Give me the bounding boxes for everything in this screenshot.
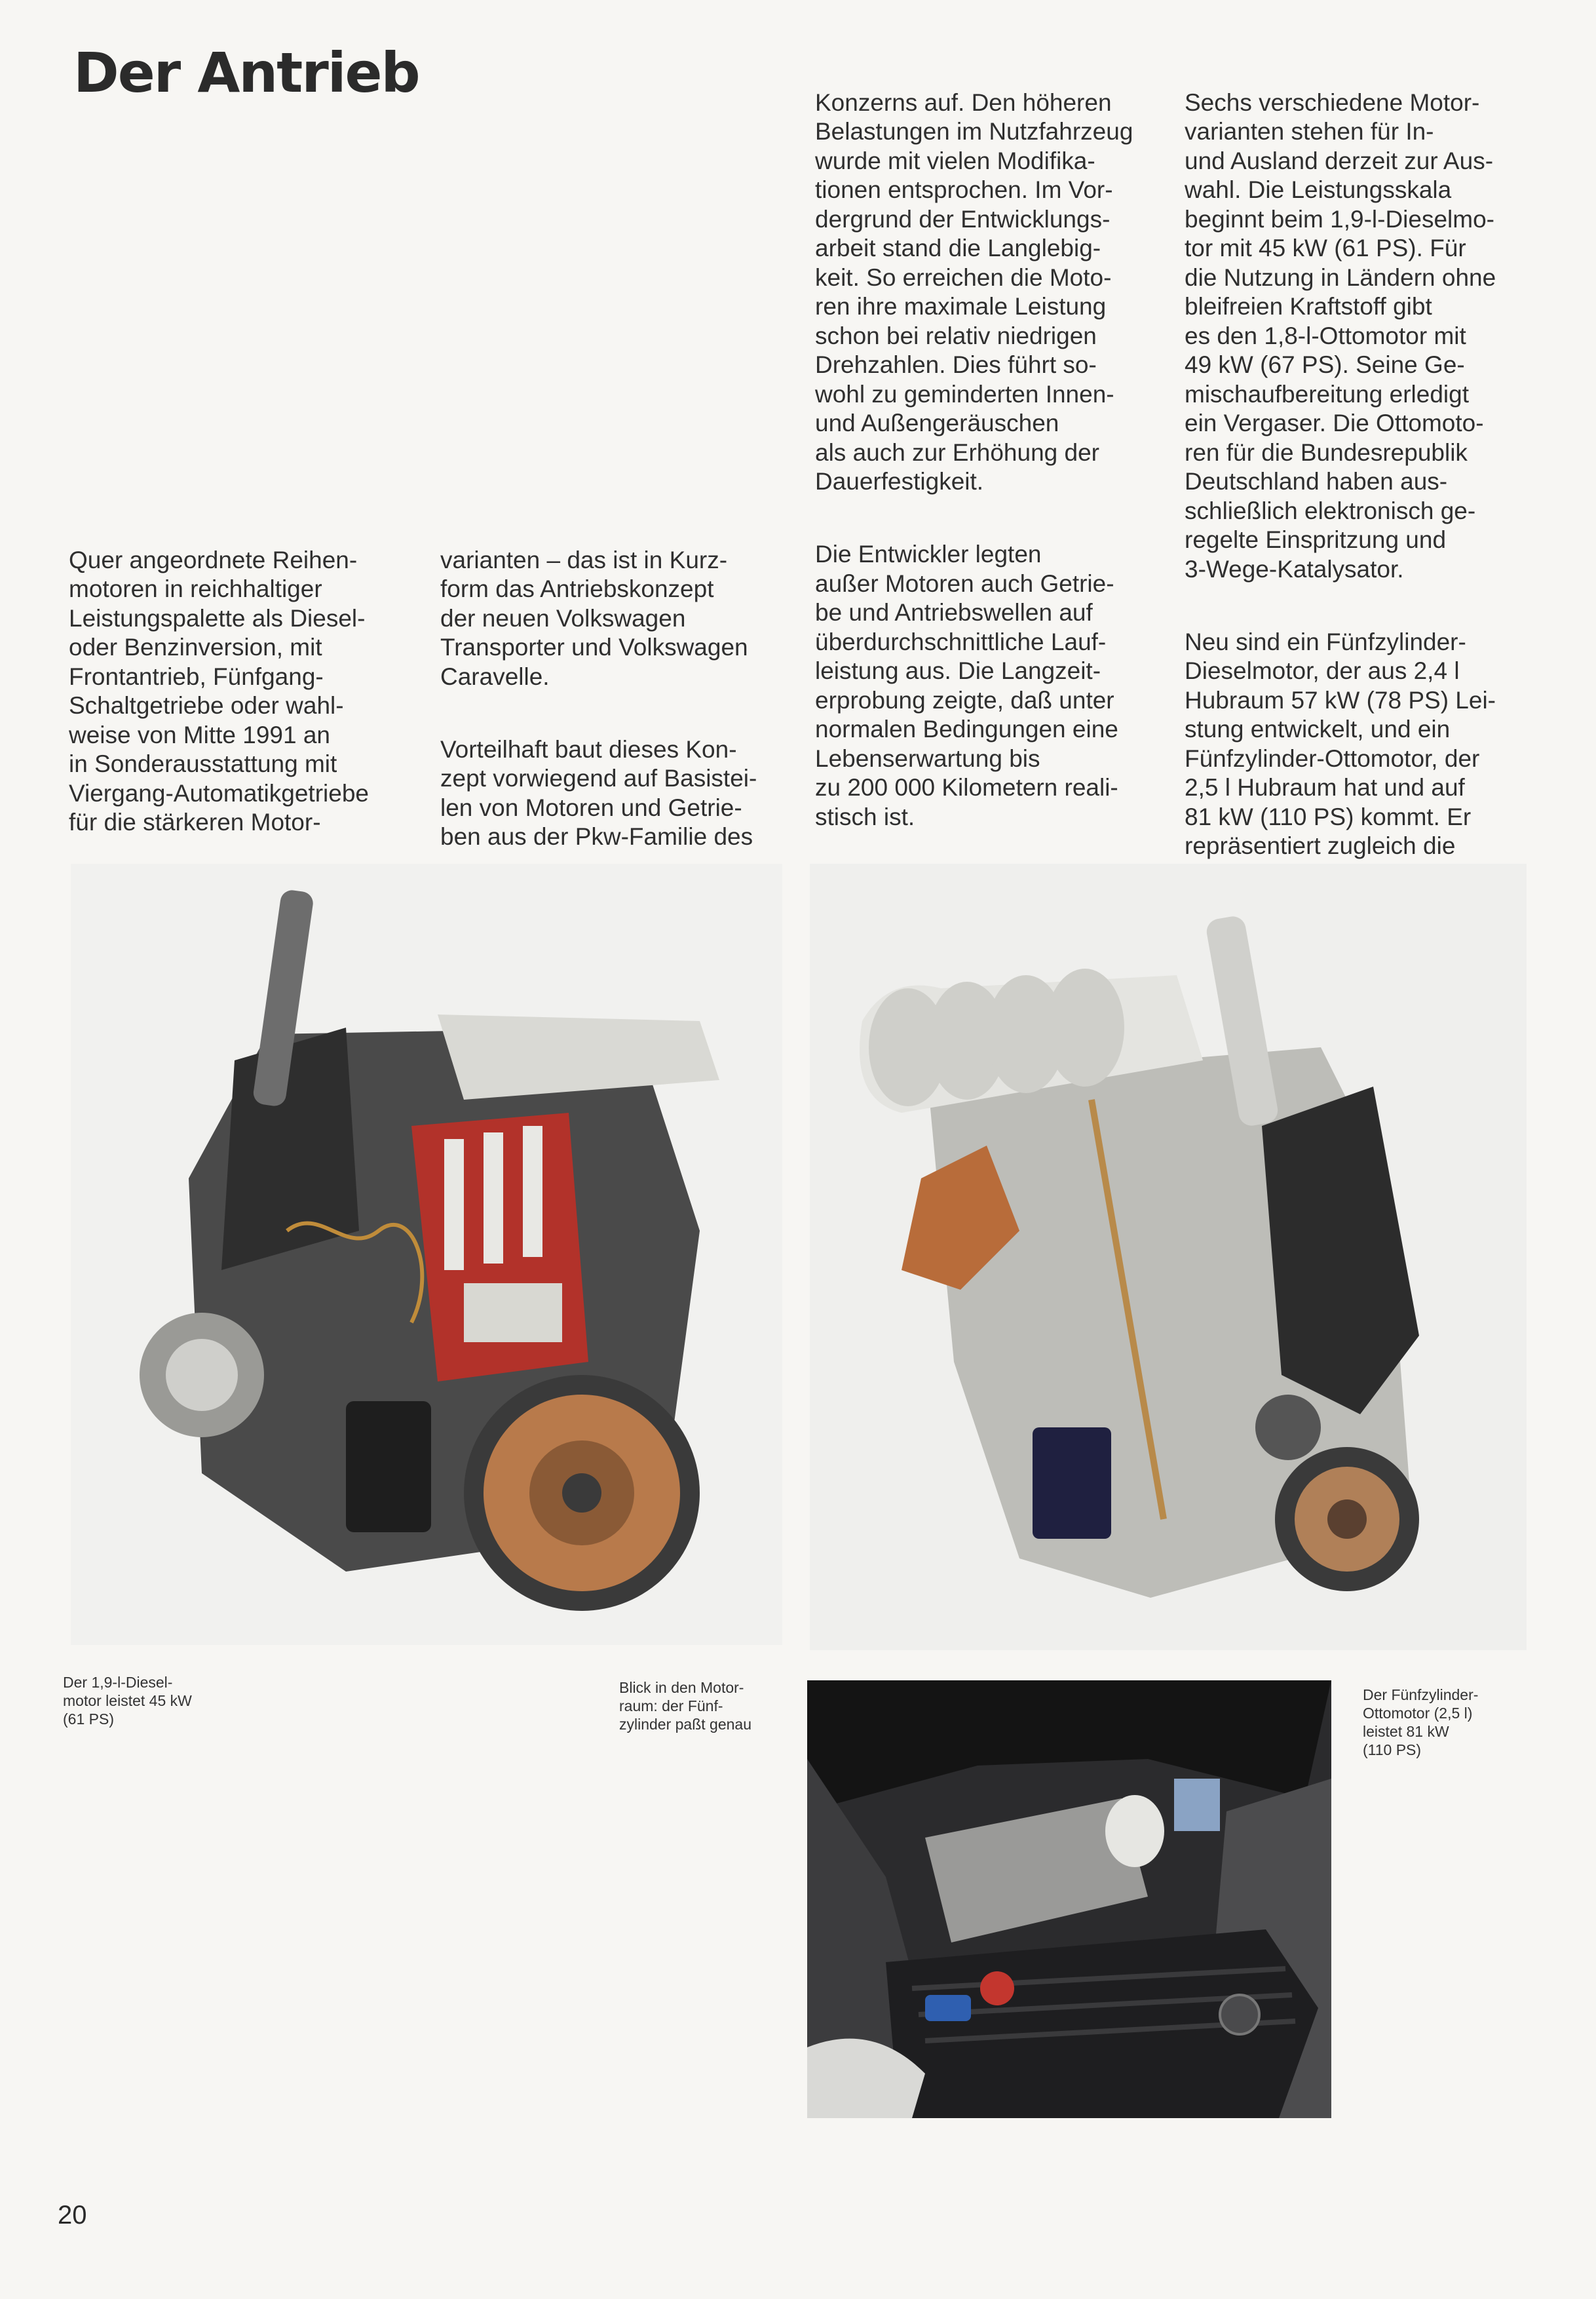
text-column-3 — [815, 59, 1169, 876]
paragraph: Quer angeordnete Reihen- motoren in reichhaltiger Leistungspalette als Diesel- oder Benzinversion, mit Frontantrieb, Fünfgang- Schaltgetriebe oder wahl- weise von Mitte 1991 an in Sonderausstattung mit Viergang-Automatikgetriebe für die stärkeren Motor- — [69, 546, 369, 836]
text-column-4 — [1185, 59, 1538, 904]
otto-engine-drawing — [810, 864, 1527, 1650]
paragraph: Sechs verschiedene Motor- varianten stehen für In- und Ausland derzeit zur Aus- wahl. Die Leistungsskala beginnt beim 1,9-l-Dieselmo- tor mit 45 kW (61 PS). Für die Nutzung in Ländern ohne bleifreien Kraftstoff gibt es den 1,8-l-Ottomotor mit 49 kW (67 PS). Seine Ge- mischaufbereitung erledigt ein Vergaser. Die Ottomoto- ren für die Bundesrepublik Deutschland haben aus- schließlich elektronisch ge- regelte Einspritzung und 3-Wege-Katalysator. — [1185, 88, 1496, 583]
engine-bay-image — [807, 1680, 1331, 2118]
caption-otto-engine: Der Fünfzylinder- Ottomotor (2,5 l) leistet 81 kW (110 PS) — [1363, 1686, 1479, 1758]
page-title: Der Antrieb — [73, 41, 419, 105]
otto-engine-illustration — [810, 864, 1527, 1650]
engine-bay-photo — [807, 1680, 1331, 2118]
paragraph: Vorteilhaft baut dieses Kon- zept vorwiegend auf Basistei- len von Motoren und Getrie- ben aus der Pkw-Familie des — [440, 735, 757, 850]
diesel-engine-illustration — [71, 864, 782, 1645]
diesel-engine-drawing — [71, 864, 782, 1645]
paragraph: Konzerns auf. Den höheren Belastungen im Nutzfahrzeug wurde mit vielen Modifika- tionen entsprochen. Im Vor- dergrund der Entwicklungs- arbeit stand die Langlebig- keit. So erreichen die Moto- ren ihre maximale Leistung schon bei relativ niedrigen Drehzahlen. Dies führt so- wohl zu geminderten Innen- und Außengeräuschen als auch zur Erhöhung der Dauerfestigkeit. — [815, 88, 1133, 495]
caption-engine-bay: Blick in den Motor- raum: der Fünf- zylinder paßt genau — [619, 1679, 752, 1733]
text-column-1 — [69, 516, 409, 881]
paragraph: Neu sind ein Fünfzylinder- Dieselmotor, der aus 2,4 l Hubraum 57 kW (78 PS) Lei- stung entwickelt, und ein Fünfzylinder-Ottomotor, der 2,5 l Hubraum hat und auf 81 kW (110 PS) kommt. Er repräsentiert zugleich die — [1185, 628, 1496, 859]
text-column-2 — [440, 516, 781, 895]
paragraph: varianten – das ist in Kurz- form das Antriebskonzept der neuen Volkswagen Transporter und Volkswagen Caravelle. — [440, 546, 748, 690]
caption-diesel-engine: Der 1,9-l-Diesel- motor leistet 45 kW (61 PS) — [63, 1674, 192, 1728]
page-number: 20 — [58, 2201, 87, 2230]
paragraph: Die Entwickler legten außer Motoren auch Getrie- be und Antriebswellen auf überdurchschnittliche Lauf- leistung aus. Die Langzeit- erprobung zeigte, daß unter normalen Bedingungen eine Lebenserwartung bis zu 200 000 Kilometern reali- stisch ist. — [815, 541, 1118, 830]
